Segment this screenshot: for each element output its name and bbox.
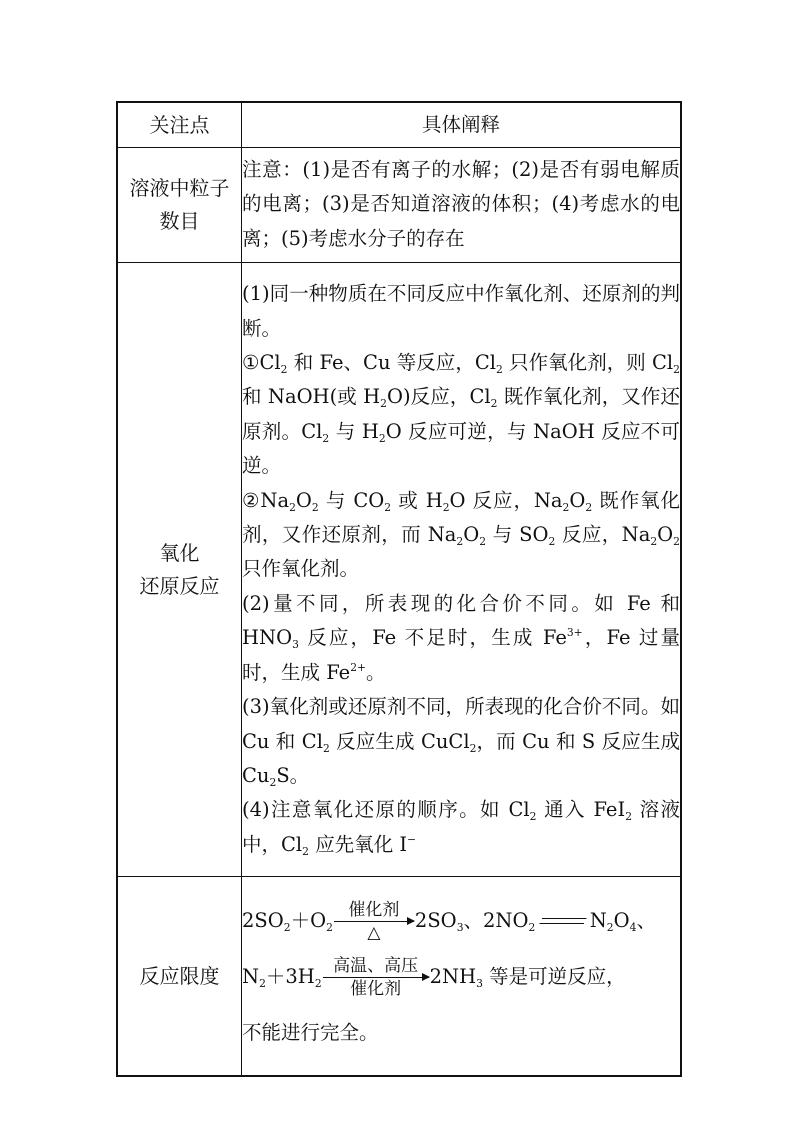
row-label-line: 数目 xyxy=(159,209,200,234)
row-text xyxy=(242,263,682,877)
arrow-condition: 催化剂 xyxy=(348,900,400,921)
row-text: 注意：(1)是否有离子的水解；(2)是否有弱电解质的电离；(3)是否知道溶液的体积；(4)考虑水的电离；(5)考虑水分子的存在 xyxy=(242,148,682,263)
arrow-condition: △ xyxy=(367,923,381,944)
paragraph: $②Na_2O_2$ 与 $CO_2$ 或 $H_2O$ 反应，$Na_2O_2$ 既作氧化剂，又作还原剂，而 $Na_2O_2$ 与 $SO_2$ 反应，$Na_2O_2$ 只作氧化剂。 xyxy=(242,488,681,581)
equation-line: $N_2+3H_2$ 高温、高压 催化剂 $2NH_3$ 等是可逆反应， xyxy=(242,956,626,1000)
row-label xyxy=(117,263,242,877)
concept-table xyxy=(116,101,682,1077)
row-label xyxy=(117,148,242,263)
paragraph: (3)氧化剂或还原剂不同，所表现的化合价不同。如 Cu 和 $Cl_2$ 反应生成 CuCl$_2$，而 Cu 和 S 反应生成 $Cu_2S$。 xyxy=(242,695,680,789)
table-header-row xyxy=(117,102,681,148)
paragraph: (4)注意氧化还原的顺序。如 $Cl_2$ 通入 FeI$_2$ 溶液中，$Cl_2$ 应先氧化 I− xyxy=(242,798,681,858)
row-label-line: 还原反应 xyxy=(139,573,220,598)
row-label-line: 溶液中粒子 xyxy=(129,176,230,201)
header-focus-point: 关注点 xyxy=(117,102,242,148)
reaction-arrow xyxy=(334,901,414,942)
paragraph: (1)同一种物质在不同反应中作氧化剂、还原剂的判断。 xyxy=(242,282,680,340)
table-row xyxy=(117,263,681,877)
table-row xyxy=(117,877,681,1077)
equation-line: $2SO_2+O_2$ 催化剂 △ $2SO_3$、$2NO_2$ $N_2O_4$、 xyxy=(242,900,656,944)
equation-line: 不能进行完全。 xyxy=(242,1021,379,1045)
row-label-line: 氧化 xyxy=(159,540,200,565)
header-explanation: 具体阐释 xyxy=(242,102,682,148)
arrow-condition: 高温、高压 xyxy=(333,956,419,977)
arrow-condition: 催化剂 xyxy=(350,979,402,1000)
paragraph: (2)量不同，所表现的化合价不同。如 Fe 和 $HNO_3$ 反应，Fe 不足时，生成 $Fe^{3+}$，Fe 过量时，生成 $Fe^{2+}$。 xyxy=(242,591,680,684)
reaction-arrow xyxy=(323,957,429,998)
row-text xyxy=(242,877,682,1077)
table-row xyxy=(117,148,681,263)
paragraph: $①Cl_2$ 和 Fe、Cu 等反应，$Cl_2$ 只作氧化剂，则 $Cl_2$ 和 NaOH(或 $H_2O$)反应，$Cl_2$ 既作氧化剂，又作还原剂。$Cl_2$ 与 $H_2O$ 反应可逆，与 NaOH 反应不可逆。 xyxy=(242,351,680,478)
equilibrium-arrow xyxy=(542,916,584,928)
row-label: 反应限度 xyxy=(117,877,242,1077)
